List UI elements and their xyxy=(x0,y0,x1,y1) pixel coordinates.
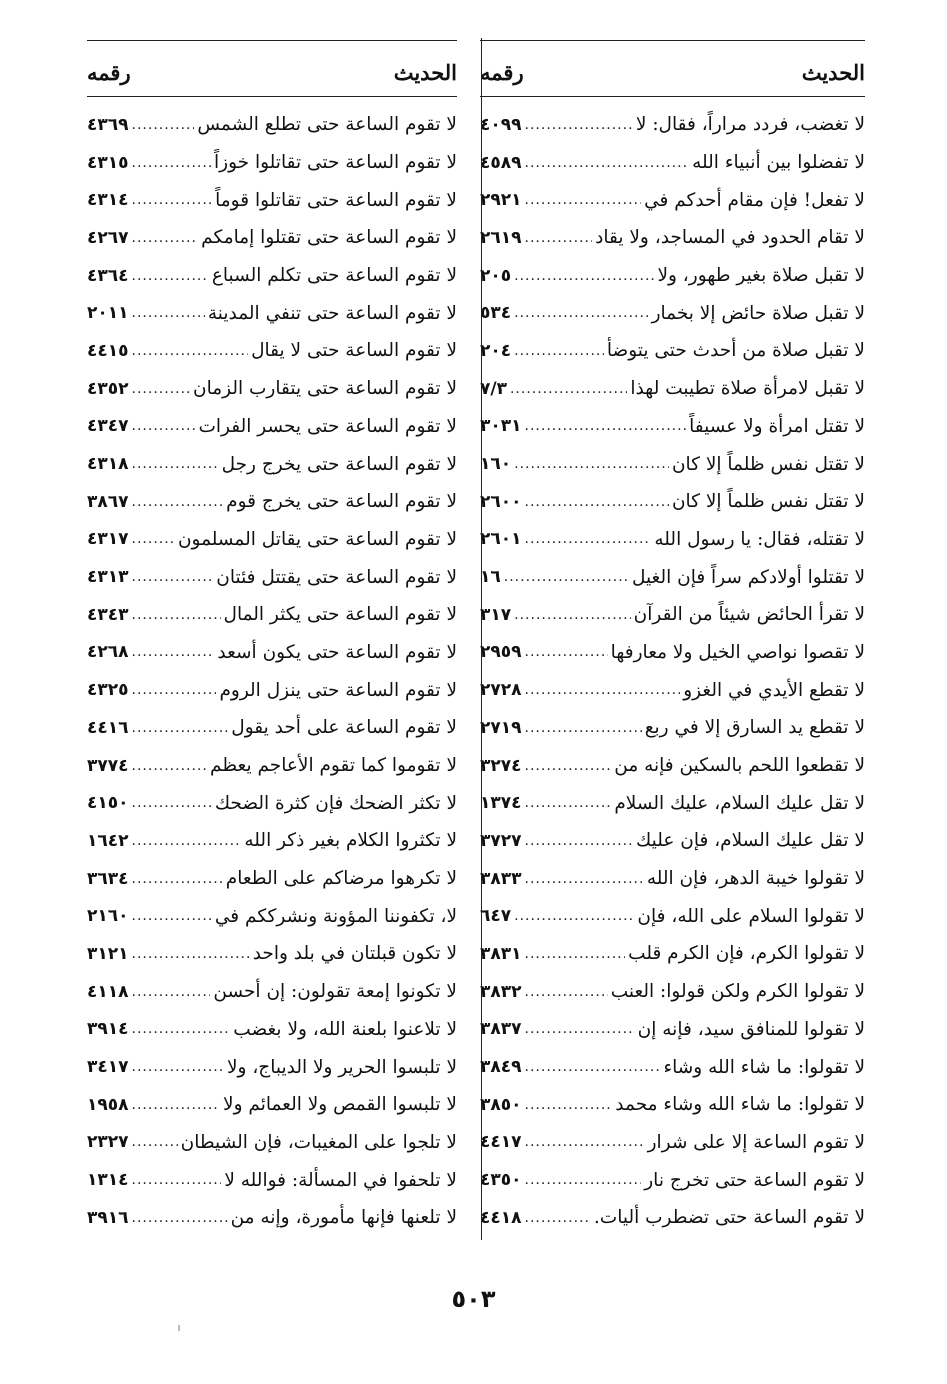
index-entry xyxy=(480,973,865,1011)
index-entry xyxy=(87,784,457,822)
entry-text: لا تقوم الساعة حتى تقاتلوا خوزاً xyxy=(214,152,457,174)
header-rule xyxy=(480,96,865,97)
top-rule xyxy=(480,40,865,41)
entry-text: لا تقوم الساعة حتى تقاتلوا قوماً xyxy=(215,189,457,211)
leader-dots xyxy=(132,305,205,321)
leader-dots xyxy=(132,682,217,698)
entry-text: لا تقوم الساعة حتى تقتلوا إمامكم xyxy=(201,227,457,249)
header-number: رقمه xyxy=(87,59,131,85)
leader-dots xyxy=(525,1021,635,1037)
entry-number: ٣٨٣٣ xyxy=(480,868,522,889)
entry-number: ٤٢٦٧ xyxy=(87,227,129,248)
entry-text: لا تقولوا خيبة الدهر، فإن الله xyxy=(646,868,865,890)
leader-dots xyxy=(525,531,652,547)
leader-dots xyxy=(132,607,221,623)
entry-number: ٤١٥٠ xyxy=(87,793,129,814)
index-entry xyxy=(87,106,457,144)
entry-number: ٤٣٢٥ xyxy=(87,680,129,701)
leader-dots xyxy=(132,1134,178,1150)
leader-dots xyxy=(510,381,627,397)
column-header xyxy=(480,52,865,92)
entry-number: ١٩٥٨ xyxy=(87,1094,129,1115)
leader-dots xyxy=(132,268,209,284)
leader-dots xyxy=(132,531,175,547)
index-entry xyxy=(480,106,865,144)
leader-dots xyxy=(514,305,648,321)
entry-number: ٣٨٦٧ xyxy=(87,491,129,512)
leader-dots xyxy=(525,871,644,887)
leader-dots xyxy=(132,1210,228,1226)
index-entry xyxy=(480,747,865,785)
entry-text: لا تقوم الساعة حتى لا يقال xyxy=(251,340,457,362)
leader-dots xyxy=(525,494,669,510)
entry-number: ٤٤١٧ xyxy=(480,1132,522,1153)
index-entry xyxy=(480,483,865,521)
entry-number: ١٦٤٢ xyxy=(87,830,129,851)
leader-dots xyxy=(132,192,213,208)
index-entry xyxy=(87,935,457,973)
entry-number: ٧/٣ xyxy=(480,378,507,399)
index-entry xyxy=(87,257,457,295)
leader-dots xyxy=(132,644,215,660)
right-column xyxy=(480,40,865,1240)
leader-dots xyxy=(514,908,634,924)
leader-dots xyxy=(525,1210,591,1226)
entry-text: لا تقولوا للمنافق سيد، فإنه إن xyxy=(637,1018,865,1040)
leader-dots xyxy=(132,720,229,736)
leader-dots xyxy=(132,494,224,510)
index-entry xyxy=(87,558,457,596)
entry-text: لا تقصوا نواصي الخيل ولا معارفها xyxy=(610,641,865,663)
leader-dots xyxy=(132,1097,221,1113)
leader-dots xyxy=(525,192,642,208)
leader-dots xyxy=(132,456,219,472)
entry-number: ٤١١٨ xyxy=(87,981,129,1002)
index-entry xyxy=(87,860,457,898)
entry-text: لا تقوم الساعة حتى تنفي المدينة xyxy=(207,302,457,324)
top-rule xyxy=(87,40,457,41)
entry-number: ٢٧٢٨ xyxy=(480,680,522,701)
entry-text: لا تقوم الساعة إلا على شرار xyxy=(647,1131,865,1153)
entry-number: ١٣١٤ xyxy=(87,1170,129,1191)
entry-text: لا تكثروا الكلام بغير ذكر الله xyxy=(244,830,457,852)
entry-number: ٢٩٢١ xyxy=(480,190,522,211)
leader-dots xyxy=(525,230,593,246)
entry-number: ٦٤٧ xyxy=(480,906,512,927)
index-entry xyxy=(87,1048,457,1086)
entry-number: ٣٠٣١ xyxy=(480,416,522,437)
leader-dots xyxy=(132,343,249,359)
index-entry xyxy=(87,219,457,257)
entry-number: ٣١٧ xyxy=(480,604,512,625)
entry-number: ٢٦٠٠ xyxy=(480,491,522,512)
entry-number: ٤٣١٨ xyxy=(87,454,129,475)
index-entry xyxy=(87,370,457,408)
column-header xyxy=(87,52,457,92)
index-entry xyxy=(87,181,457,219)
index-entry xyxy=(87,408,457,446)
entry-text: لا تقوم الساعة حتى يتقارب الزمان xyxy=(193,378,457,400)
entry-number: ٤٣٤٣ xyxy=(87,604,129,625)
leader-dots xyxy=(132,1021,231,1037)
entry-number: ٤٣٦٤ xyxy=(87,265,129,286)
leader-dots xyxy=(514,607,631,623)
leader-dots xyxy=(132,908,212,924)
entry-number: ٣٨٣٧ xyxy=(480,1019,522,1040)
index-entry xyxy=(87,709,457,747)
entry-number: ٢٦١٩ xyxy=(480,227,522,248)
leader-dots xyxy=(132,155,212,171)
entry-text: لا تقوم الساعة حتى تكلم السباع xyxy=(211,265,457,287)
leader-dots xyxy=(132,418,196,434)
index-entry xyxy=(480,294,865,332)
index-entry xyxy=(87,332,457,370)
header-number: رقمه xyxy=(480,59,524,85)
index-entry xyxy=(87,294,457,332)
entry-number: ٤٣٥٢ xyxy=(87,378,129,399)
leader-dots xyxy=(525,644,608,660)
entry-text: لا تلعنها فإنها مأمورة، وإنه من xyxy=(230,1207,457,1229)
entry-text: لا تقبل صلاة حائض إلا بخمار xyxy=(651,302,865,324)
index-entry xyxy=(480,521,865,559)
entry-text: لا تقولوا السلام على الله، فإن xyxy=(637,905,865,927)
index-entry xyxy=(480,822,865,860)
index-entry xyxy=(87,1086,457,1124)
leader-dots xyxy=(525,682,681,698)
index-entry xyxy=(87,1011,457,1049)
leader-dots xyxy=(525,946,626,962)
leader-dots xyxy=(525,1172,642,1188)
entry-number: ٤٣١٥ xyxy=(87,152,129,173)
leader-dots xyxy=(525,1134,645,1150)
leader-dots xyxy=(525,758,612,774)
column-divider xyxy=(481,38,482,1240)
leader-dots xyxy=(132,833,242,849)
entry-text: لا تقل عليك السلام، فإن عليك xyxy=(636,830,865,852)
entry-number: ٤٠٩٩ xyxy=(480,114,522,135)
entry-number: ٤٣٤٧ xyxy=(87,416,129,437)
entry-number: ٤٣٥٠ xyxy=(480,1170,522,1191)
index-entry xyxy=(480,709,865,747)
entry-number: ٢٩٥٩ xyxy=(480,642,522,663)
leader-dots xyxy=(504,569,629,585)
index-entry xyxy=(480,1048,865,1086)
entry-text: لا تقتله، فقال: يا رسول الله xyxy=(654,528,865,550)
scan-speck xyxy=(178,1325,180,1331)
leader-dots xyxy=(132,758,208,774)
entry-text: لا تكون قبلتان في بلد واحد xyxy=(252,943,457,965)
leader-dots xyxy=(132,381,191,397)
index-entry xyxy=(480,671,865,709)
index-entry xyxy=(480,445,865,483)
index-entry xyxy=(480,332,865,370)
entry-number: ٤٣٦٩ xyxy=(87,114,129,135)
index-entry xyxy=(480,408,865,446)
index-entry xyxy=(87,596,457,634)
entry-number: ٤٣١٧ xyxy=(87,529,129,550)
entry-text: لا تقطع الأيدي في الغزو xyxy=(683,679,865,701)
entry-number: ٣٧٢٧ xyxy=(480,830,522,851)
entry-text: لا تكثر الضحك فإن كثرة الضحك xyxy=(214,792,457,814)
entry-number: ٣٨٥٠ xyxy=(480,1094,522,1115)
entry-number: ٢٠٤ xyxy=(480,340,512,361)
leader-dots xyxy=(132,230,199,246)
entry-text: لا تلحفوا في المسألة: فوالله لا xyxy=(224,1169,457,1191)
index-entry xyxy=(480,1161,865,1199)
leader-dots xyxy=(132,795,212,811)
entry-number: ٤٤١٥ xyxy=(87,340,129,361)
index-entry xyxy=(480,596,865,634)
leader-dots xyxy=(132,871,223,887)
index-entry xyxy=(480,370,865,408)
leader-dots xyxy=(132,946,250,962)
entry-number: ٣٤١٧ xyxy=(87,1057,129,1078)
entry-text: لا تكرهوا مرضاكم على الطعام xyxy=(225,868,457,890)
leader-dots xyxy=(514,456,669,472)
entry-text: لا تلجوا على المغيبات، فإن الشيطان xyxy=(180,1131,457,1153)
entry-text: لا تقوم الساعة حتى تخرج نار xyxy=(644,1169,865,1191)
index-entry xyxy=(480,784,865,822)
entry-number: ٤٥٨٩ xyxy=(480,152,522,173)
entry-text: لا تقولوا الكرم، فإن الكرم قلب xyxy=(628,943,865,965)
entry-number: ٢٣٢٧ xyxy=(87,1132,129,1153)
leader-dots xyxy=(132,984,211,1000)
entry-number: ٤٣١٤ xyxy=(87,190,129,211)
entry-text: لا تقولوا: ما شاء الله وشاء xyxy=(663,1056,865,1078)
entry-number: ٣٨٤٩ xyxy=(480,1057,522,1078)
entry-text: لا تقوم الساعة حتى يحسر الفرات xyxy=(198,415,457,437)
leader-dots xyxy=(525,833,634,849)
entry-text: لا تفعل! فإن مقام أحدكم في xyxy=(644,189,865,211)
entry-text: لا تلبسوا القمص ولا العمائم ولا xyxy=(223,1094,457,1116)
entry-number: ٢٠١١ xyxy=(87,303,129,324)
entry-text: لا تقتل نفس ظلماً إلا كان xyxy=(671,491,865,513)
entry-text: لا تقوم الساعة حتى يكون أسعد xyxy=(217,641,457,663)
right-entries xyxy=(480,106,865,1237)
index-entry xyxy=(87,483,457,521)
leader-dots xyxy=(525,795,612,811)
entry-text: لا تقبل لامرأة صلاة تطيبت لهذا xyxy=(630,378,865,400)
index-entry xyxy=(87,897,457,935)
entry-number: ٤٣١٣ xyxy=(87,567,129,588)
entry-number: ٤٢٦٨ xyxy=(87,642,129,663)
left-entries xyxy=(87,106,457,1237)
entry-text: لا تقوم الساعة حتى يقتتل فئتان xyxy=(216,566,457,588)
entry-number: ١٦٠ xyxy=(480,454,512,475)
index-entry xyxy=(87,445,457,483)
entry-text: لا تقولوا: ما شاء الله وشاء محمد xyxy=(615,1094,865,1116)
entry-number: ١٣٧٤ xyxy=(480,793,522,814)
index-entry xyxy=(87,521,457,559)
entry-text: لا تقتل نفس ظلماً إلا كان xyxy=(671,453,865,475)
index-entry xyxy=(480,1011,865,1049)
index-entry xyxy=(480,257,865,295)
index-entry xyxy=(480,144,865,182)
index-entry xyxy=(480,1124,865,1162)
leader-dots xyxy=(525,117,633,133)
leader-dots xyxy=(514,343,604,359)
entry-text: لا تقوم الساعة حتى يقاتل المسلمون xyxy=(177,528,457,550)
index-entry xyxy=(480,1086,865,1124)
index-entry xyxy=(87,822,457,860)
header-rule xyxy=(87,96,457,97)
page-number: ٥٠٣ xyxy=(451,1285,496,1313)
index-entry xyxy=(480,860,865,898)
entry-text: لا تقوم الساعة حتى يكثر المال xyxy=(223,604,457,626)
leader-dots xyxy=(525,720,642,736)
entry-number: ٤٤١٨ xyxy=(480,1207,522,1228)
index-entry xyxy=(480,634,865,672)
index-entry xyxy=(480,897,865,935)
index-entry xyxy=(87,671,457,709)
entry-text: لا تقوم الساعة حتى تطلع الشمس xyxy=(197,114,457,136)
entry-text: لا تقتل امرأة ولا عسيفاً xyxy=(689,415,865,437)
entry-number: ٢٧١٩ xyxy=(480,717,522,738)
entry-text: لا تفضلوا بين أنبياء الله xyxy=(692,152,865,174)
entry-number: ٢٦٠١ xyxy=(480,529,522,550)
entry-number: ٣٩١٦ xyxy=(87,1207,129,1228)
index-entry xyxy=(87,747,457,785)
header-hadith: الحديث xyxy=(801,59,865,85)
entry-text: لا تقوم الساعة حتى يخرج قوم xyxy=(226,491,457,513)
leader-dots xyxy=(525,155,690,171)
leader-dots xyxy=(525,1097,613,1113)
index-entry xyxy=(87,1199,457,1237)
entry-text: لا تقبل صلاة بغير طهور، ولا xyxy=(657,265,865,287)
index-entry xyxy=(87,1124,457,1162)
entry-number: ٣٧٧٤ xyxy=(87,755,129,776)
entry-number: ٢١٦٠ xyxy=(87,906,129,927)
entry-number: ١٦ xyxy=(480,567,501,588)
leader-dots xyxy=(132,117,195,133)
index-entry xyxy=(87,973,457,1011)
entry-text: لا تقتلوا أولادكم سراً فإن الغيل xyxy=(631,566,865,588)
entry-text: لا تقوم الساعة حتى يخرج رجل xyxy=(221,453,457,475)
leader-dots xyxy=(132,1172,222,1188)
entry-text: لا تقوم الساعة حتى تضطرب أليات. xyxy=(593,1207,865,1229)
entry-text: لا تقولوا الكرم ولكن قولوا: العنب xyxy=(610,981,865,1003)
entry-number: ٢٠٥ xyxy=(480,265,512,286)
leader-dots xyxy=(525,984,608,1000)
index-entry xyxy=(480,935,865,973)
entry-text: لا تكونوا إمعة تقولون: إن أحسن xyxy=(213,981,457,1003)
entry-text: لا تغضب، فردد مراراً، فقال: لا xyxy=(635,114,865,136)
entry-number: ٣٩١٤ xyxy=(87,1019,129,1040)
entry-number: ٤٤١٦ xyxy=(87,717,129,738)
index-entry xyxy=(480,558,865,596)
entry-number: ٣٦٣٤ xyxy=(87,868,129,889)
leader-dots xyxy=(525,1059,661,1075)
left-column xyxy=(87,40,457,1240)
header-hadith: الحديث xyxy=(393,59,457,85)
leader-dots xyxy=(525,418,687,434)
entry-text: لا تقرأ الحائض شيئاً من القرآن xyxy=(633,604,865,626)
leader-dots xyxy=(514,268,654,284)
index-entry xyxy=(87,1161,457,1199)
leader-dots xyxy=(132,569,214,585)
entry-number: ٣٢٧٤ xyxy=(480,755,522,776)
entry-text: لا تقوم الساعة على أحد يقول xyxy=(231,717,457,739)
entry-text: لا تقطع يد السارق إلا في ربع xyxy=(644,717,865,739)
entry-text: لا تقوموا كما تقوم الأعاجم يعظم xyxy=(210,755,457,777)
index-entry xyxy=(87,144,457,182)
entry-text: لا، تكفوننا المؤونة ونشرككم في xyxy=(214,905,457,927)
entry-number: ٣٨٣٢ xyxy=(480,981,522,1002)
entry-text: لا تقبل صلاة من أحدث حتى يتوضأ xyxy=(606,340,865,362)
entry-text: لا تقوم الساعة حتى ينزل الروم xyxy=(219,679,457,701)
entry-text: لا تلاعنوا بلعنة الله، ولا بغضب xyxy=(233,1018,457,1040)
entry-text: لا تقام الحدود في المساجد، ولا يقاد xyxy=(595,227,865,249)
entry-text: لا تلبسوا الحرير ولا الديباج، ولا xyxy=(226,1056,457,1078)
index-entry xyxy=(480,181,865,219)
entry-number: ٣٨٣١ xyxy=(480,943,522,964)
index-entry xyxy=(480,219,865,257)
leader-dots xyxy=(132,1059,224,1075)
entry-number: ٥٣٤ xyxy=(480,303,512,324)
entry-number: ٣١٢١ xyxy=(87,943,129,964)
index-entry xyxy=(87,634,457,672)
entry-text: لا تقل عليك السلام، عليك السلام xyxy=(614,792,865,814)
entry-text: لا تقطعوا اللحم بالسكين فإنه من xyxy=(614,755,865,777)
index-entry xyxy=(480,1199,865,1237)
